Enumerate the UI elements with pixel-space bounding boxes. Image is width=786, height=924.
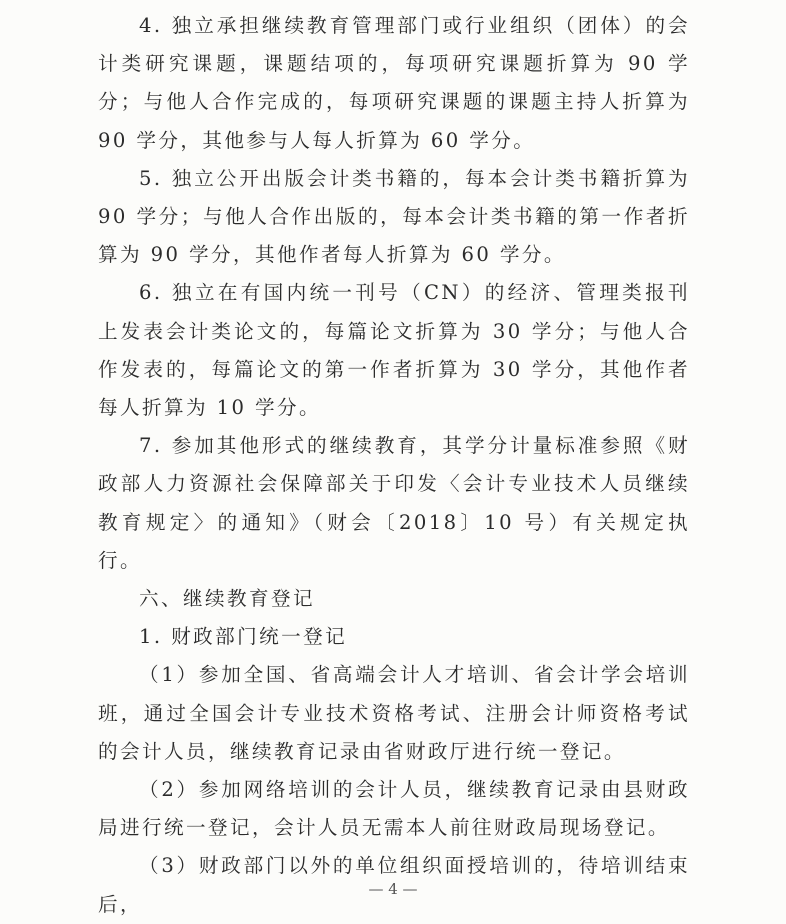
paragraph-item-6: 6. 独立在有国内统一刊号（CN）的经济、管理类报刊上发表会计类论文的，每篇论文折算为 30 学分；与他人合作发表的，每篇论文的第一作者折算为 30 学分，其他作者每人折算为 10 学分。 xyxy=(98,281,690,420)
section-heading: 六、继续教育登记 xyxy=(139,587,315,611)
list-item-3: （3）财政部门以外的单位组织面授培训的，待培训结束后， xyxy=(98,854,690,916)
page-number: — 4 — xyxy=(368,880,418,898)
document-body xyxy=(98,7,690,924)
subheading: 1. 财政部门统一登记 xyxy=(139,625,348,649)
list-item-2: （2）参加网络培训的会计人员，继续教育记录由县财政局进行统一登记，会计人员无需本人前往财政局现场登记。 xyxy=(98,778,690,840)
paragraph-item-7: 7. 参加其他形式的继续教育，其学分计量标准参照《财政部人力资源社会保障部关于印发〈会计专业技术人员继续教育规定〉的通知》（财会〔2018〕10 号）有关规定执行。 xyxy=(98,434,690,572)
paragraph-item-5: 5. 独立公开出版会计类书籍的，每本会计类书籍折算为 90 学分；与他人合作出版的，每本会计类书籍的第一作者折算为 90 学分，其他作者每人折算为 60 学分。 xyxy=(98,166,690,267)
list-item-1: （1）参加全国、省高端会计人才培训、省会计学会培训班，通过全国会计专业技术资格考试、注册会计师资格考试的会计人员，继续教育记录由省财政厅进行统一登记。 xyxy=(98,663,690,763)
paragraph-item-4: 4. 独立承担继续教育管理部门或行业组织（团体）的会计类研究课题，课题结项的，每项研究课题折算为 90 学分；与他人合作完成的，每项研究课题的课题主持人折算为 90 学分，其他参与人每人折算为 60 学分。 xyxy=(98,14,690,152)
